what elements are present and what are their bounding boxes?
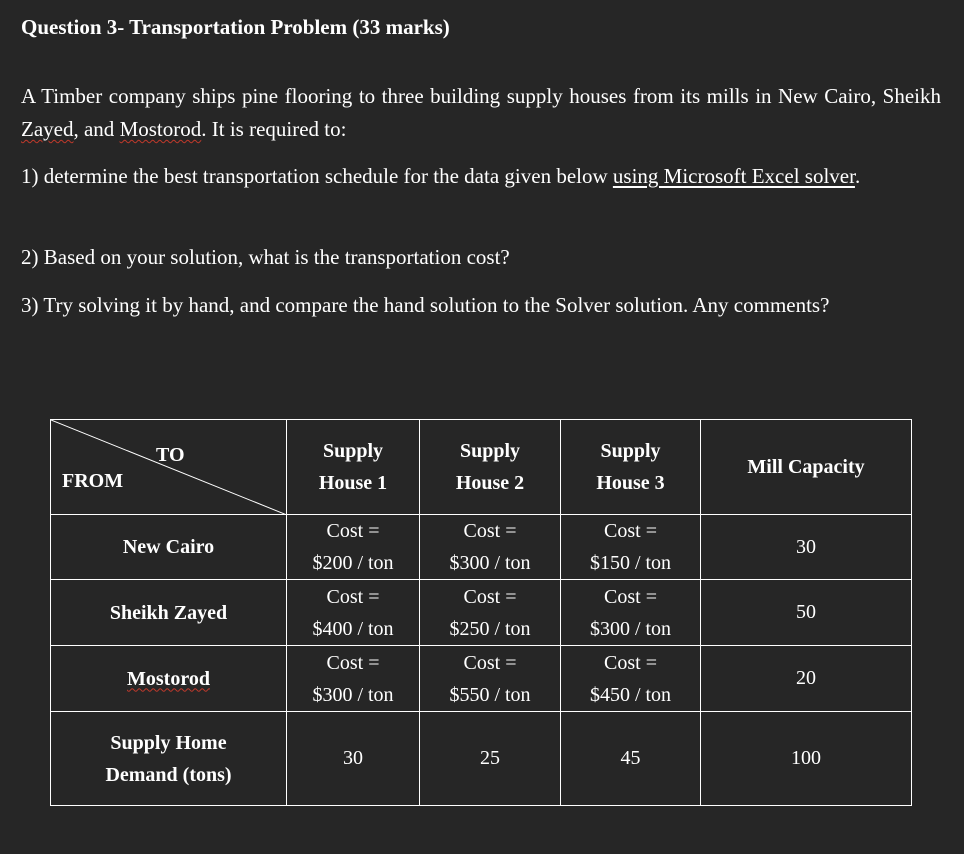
table-row <box>51 580 912 646</box>
cost-cell: Cost = $300 / ton <box>420 515 561 580</box>
cost-cell: Cost = $300 / ton <box>287 646 420 712</box>
demand-cell: 25 <box>420 712 561 806</box>
row-label-demand: Supply Home Demand (tons) <box>51 712 287 806</box>
question-item-2: 2) Based on your solution, what is the transportation cost? <box>21 245 510 269</box>
capacity-cell: 30 <box>701 515 912 580</box>
demand-cell: 45 <box>561 712 701 806</box>
corner-cell <box>51 420 287 515</box>
table-row <box>51 515 912 580</box>
spellcheck-word-mostorod: Mostorod <box>119 117 202 141</box>
row-label-sheikh-zayed: Sheikh Zayed <box>51 580 287 646</box>
demand-row <box>51 712 912 806</box>
demand-cell: 30 <box>287 712 420 806</box>
table-row <box>51 646 912 712</box>
spellcheck-word-zayed: Zayed <box>21 117 74 141</box>
cost-cell: Cost = $200 / ton <box>287 515 420 580</box>
cost-cell: Cost = $550 / ton <box>420 646 561 712</box>
cost-cell: Cost = $300 / ton <box>561 580 701 646</box>
cost-cell: Cost = $250 / ton <box>420 580 561 646</box>
cost-cell: Cost = $400 / ton <box>287 580 420 646</box>
capacity-cell: 50 <box>701 580 912 646</box>
row-label-new-cairo: New Cairo <box>51 515 287 580</box>
question-item-3: 3) Try solving it by hand, and compare the hand solution to the Solver solution. Any comments? <box>21 293 830 317</box>
header-supply-house-1: Supply House 1 <box>287 420 420 515</box>
question-item-1: 1) determine the best transportation schedule for the data given below using Microsoft Excel solver. <box>21 164 861 188</box>
cost-cell: Cost = $450 / ton <box>561 646 701 712</box>
capacity-cell: 20 <box>701 646 912 712</box>
corner-to-label: TO <box>156 444 185 466</box>
cost-cell: Cost = $150 / ton <box>561 515 701 580</box>
header-supply-house-3: Supply House 3 <box>561 420 701 515</box>
row-label-mostorod: Mostorod <box>51 646 287 712</box>
excel-solver-link-text: using Microsoft Excel solver <box>612 164 855 188</box>
header-mill-capacity: Mill Capacity <box>701 420 912 515</box>
transportation-table <box>50 419 912 806</box>
corner-from-label: FROM <box>62 470 124 492</box>
diagonal-divider <box>51 420 287 515</box>
question-title: Question 3- Transportation Problem (33 marks) <box>21 15 450 39</box>
table-header-row <box>51 420 912 515</box>
intro-paragraph: A Timber company ships pine flooring to three building supply houses from its mills in New Cairo, Sheikh Zayed, and Mostorod. It is required to: <box>21 84 941 141</box>
total-cell: 100 <box>701 712 912 806</box>
header-supply-house-2: Supply House 2 <box>420 420 561 515</box>
